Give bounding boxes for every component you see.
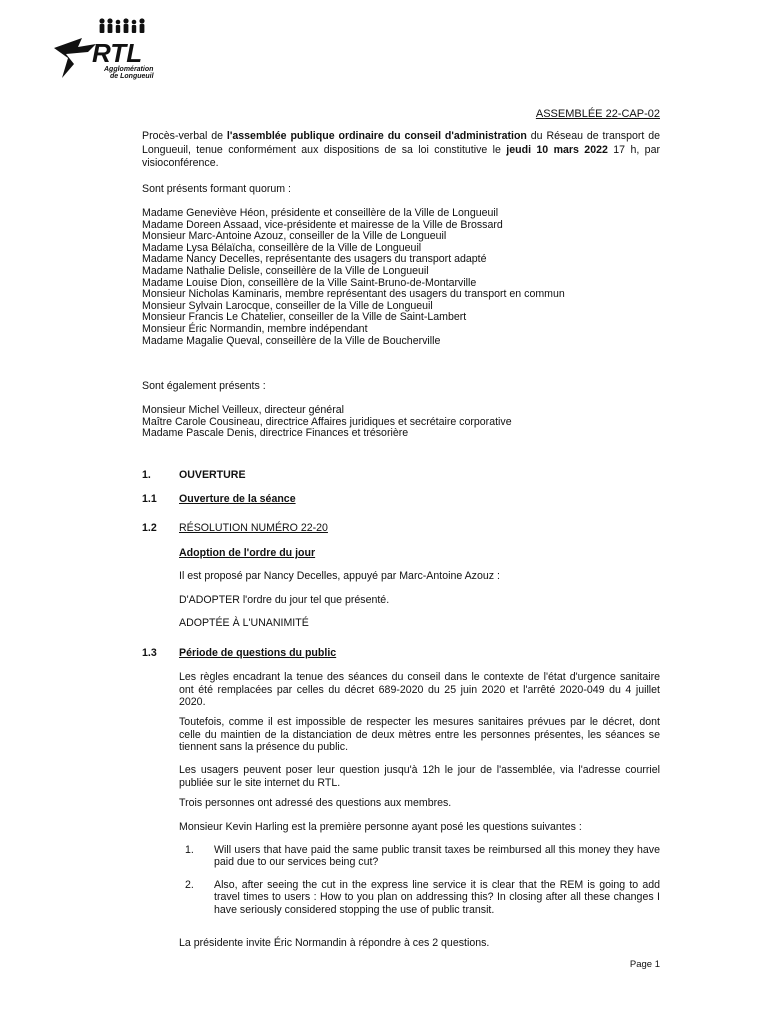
- section-1-2-proposal: Il est proposé par Nancy Decelles, appuyé par Marc-Antoine Azouz :: [179, 570, 500, 582]
- list-item: Madame Nathalie Delisle, conseillère de la Ville de Longueuil: [142, 264, 429, 277]
- section-1-3-paragraph-2: Toutefois, comme il est impossible de respecter les mesures sanitaires prévues par le décret, dont celle du maintien de la distanciation de deux mètres entre les personnes présentes, les séances se tiennent sans la présence du public.: [179, 716, 660, 754]
- question-1-number: 1.: [185, 844, 194, 856]
- list-item: Monsieur Nicholas Kaminaris, membre représentant des usagers du transport en commun: [142, 288, 565, 301]
- list-item: Madame Nancy Decelles, représentante des usagers du transport adapté: [142, 253, 487, 266]
- section-1-3-title: Période de questions du public: [179, 647, 337, 659]
- svg-text:Agglomération: Agglomération: [104, 66, 154, 73]
- section-1-3-number: 1.3: [142, 647, 157, 659]
- list-item: Madame Magalie Queval, conseillère de la Ville de Boucherville: [142, 334, 441, 347]
- section-1-3-paragraph-6: La présidente invite Éric Normandin à répondre à ces 2 questions.: [179, 937, 490, 949]
- section-1-1-number: 1.1: [142, 493, 157, 505]
- question-2-number: 2.: [185, 879, 194, 891]
- logo-wordmark: RTL: [92, 38, 143, 68]
- also-present-list: [142, 405, 702, 440]
- list-item: Madame Doreen Assaad, vice-présidente et mairesse de la Ville de Brossard: [142, 218, 503, 231]
- list-item: Madame Pascale Denis, directrice Finances et trésorière: [142, 427, 409, 440]
- rtl-logo: [52, 14, 182, 84]
- list-item: Monsieur Marc-Antoine Azouz, conseiller de la Ville de Longueuil: [142, 230, 447, 243]
- rtl-logo-icon: [52, 14, 182, 84]
- section-1-3-paragraph-5: Monsieur Kevin Harling est la première personne ayant posé les questions suivantes :: [179, 821, 582, 833]
- section-1-1-title: Ouverture de la séance: [179, 493, 296, 505]
- list-item: Madame Lysa Bélaïcha, conseillère de la Ville de Longueuil: [142, 241, 422, 254]
- list-item: Madame Geneviève Héon, présidente et conseillère de la Ville de Longueuil: [142, 207, 499, 219]
- section-1-2-subtitle: Adoption de l'ordre du jour: [179, 547, 316, 559]
- section-1-2-title: RÉSOLUTION NUMÉRO 22-20: [179, 522, 328, 534]
- question-2-text: Also, after seeing the cut in the express line service it is clear that the REM is going to add travel times to users : How to you plan on addressing this? In closing after all these changes I have seriously considered stopping the use of public transit.: [214, 879, 660, 916]
- list-item: Madame Louise Dion, conseillère de la Ville Saint-Bruno-de-Montarville: [142, 276, 477, 289]
- intro-paragraph: Procès-verbal de l'assemblée publique ordinaire du conseil d'administration du Réseau de transport de Longueuil, tenue conformément aux dispositions de sa loi constitutive le jeudi 10 mars 2022 17 h, par visioconférence.: [142, 130, 661, 169]
- section-1-2-decision: D'ADOPTER l'ordre du jour tel que présenté.: [179, 594, 390, 606]
- section-1-title: OUVERTURE: [179, 469, 246, 481]
- list-item: Maître Carole Cousineau, directrice Affaires juridiques et secrétaire corporative: [142, 415, 512, 428]
- question-1-text: Will users that have paid the same public transit taxes be reimbursed all this money they have paid due to our services being cut?: [214, 844, 660, 869]
- list-item: Monsieur Francis Le Chatelier, conseiller de la Ville de Saint-Lambert: [142, 311, 467, 324]
- section-1-3-paragraph-3: Les usagers peuvent poser leur question jusqu'à 12h le jour de l'assemblée, via l'adresse courriel publiée sur le site internet du RTL.: [179, 764, 660, 789]
- section-1-3-paragraph-1: Les règles encadrant la tenue des séances du conseil dans le contexte de l'état d'urgence sanitaire ont été remplacées par celles du décret 689-2020 du 25 juin 2020 et l'arrêté 2020-049 du 4 juillet 2020.: [179, 671, 660, 709]
- section-1-3-paragraph-4: Trois personnes ont adressé des questions aux membres.: [179, 797, 452, 809]
- page-number: Page 1: [629, 959, 660, 970]
- section-1-2-result: ADOPTÉE À L'UNANIMITÉ: [179, 617, 309, 629]
- quorum-heading: Sont présents formant quorum :: [142, 183, 291, 195]
- svg-text:de Longueuil: de Longueuil: [110, 73, 154, 80]
- section-1-2-number: 1.2: [142, 522, 157, 534]
- list-item: Monsieur Éric Normandin, membre indépendant: [142, 322, 368, 335]
- quorum-list: [142, 208, 702, 347]
- assembly-reference: ASSEMBLÉE 22-CAP-02: [535, 108, 660, 120]
- list-item: Monsieur Sylvain Larocque, conseiller de la Ville de Longueuil: [142, 299, 433, 312]
- list-item: Monsieur Michel Veilleux, directeur général: [142, 404, 344, 416]
- section-1-number: 1.: [142, 469, 151, 481]
- also-present-heading: Sont également présents :: [142, 380, 266, 392]
